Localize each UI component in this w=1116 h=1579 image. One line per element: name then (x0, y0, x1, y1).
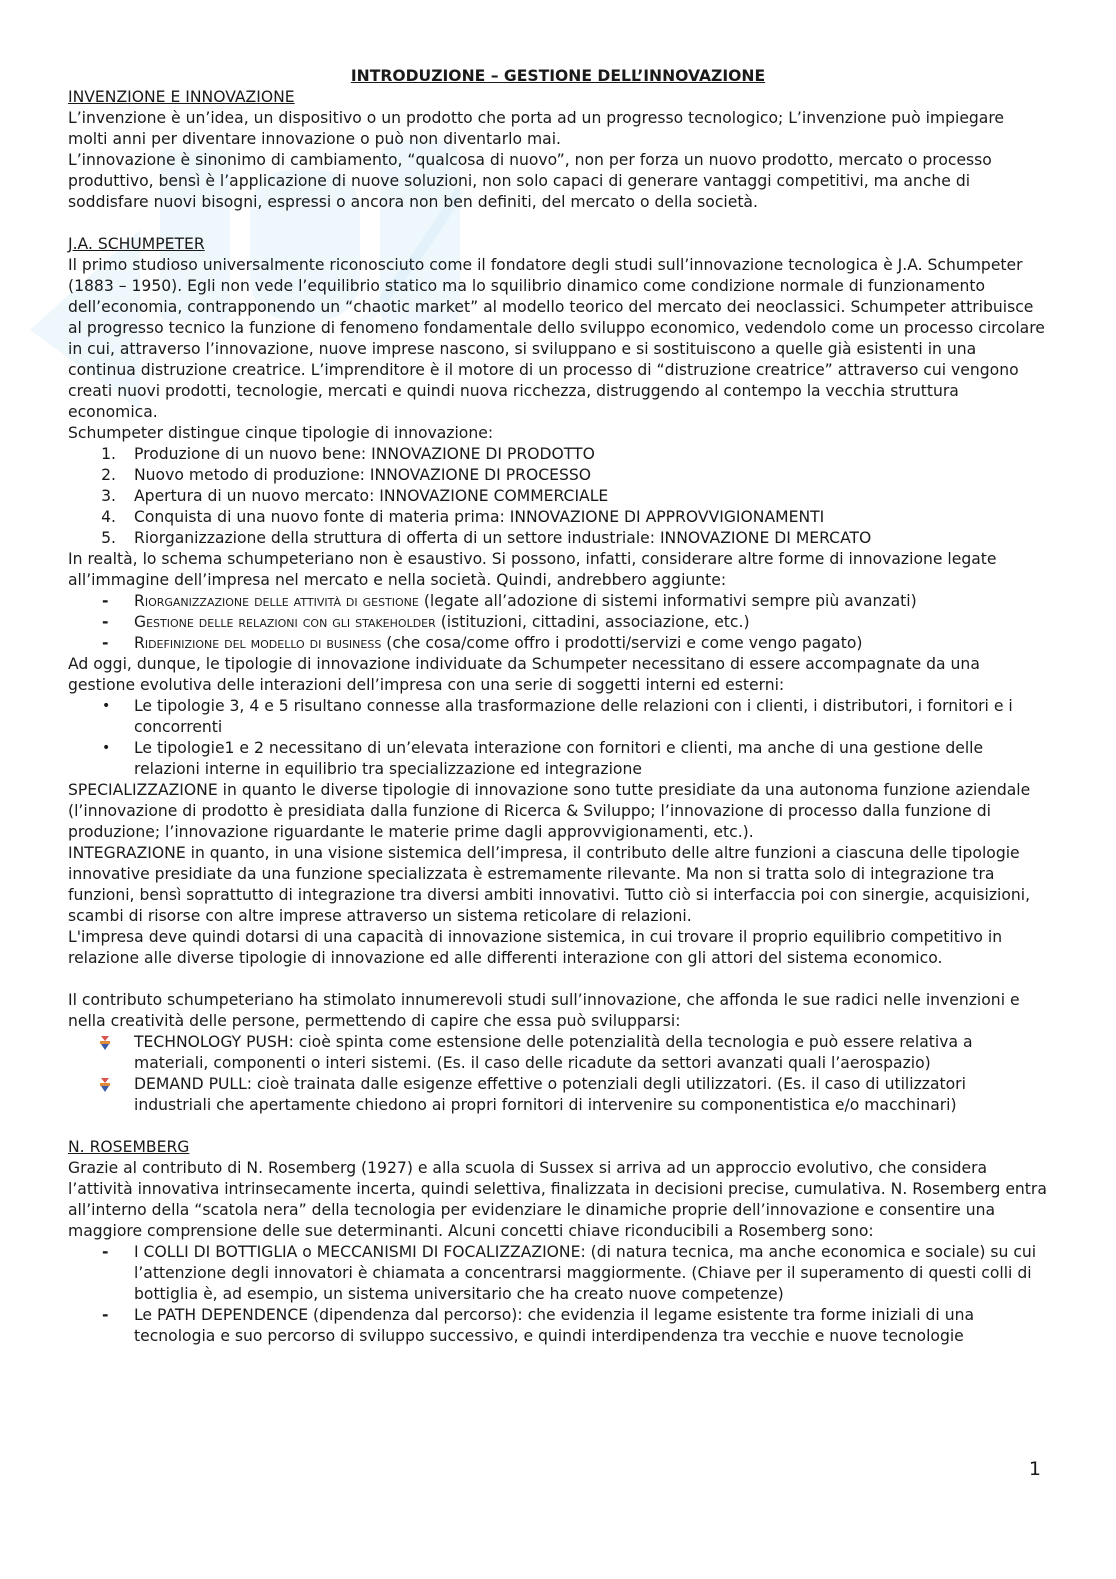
list-item (68, 1032, 1048, 1074)
list-item-text: Le PATH DEPENDENCE (dipendenza dal percorso): che evidenzia il legame esistente tra forme iniziali di una tecnologia e suo percorso di sviluppo successivo, e quindi interdipendenza tra vecchie e nuove tecnologie (134, 1306, 975, 1345)
list-number: 3. (101, 487, 116, 505)
list-item (68, 1305, 1048, 1347)
paragraph-schumpeter-contribution: Il contributo schumpeteriano ha stimolato innumerevoli studi sull’innovazione, che affonda le sue radici nelle invenzioni e nella creatività delle persone, permettendo di capire che essa può svilupparsi: (68, 991, 1020, 1030)
list-number: 1. (101, 445, 116, 463)
heading-rosemberg: N. ROSEMBERG (68, 1138, 190, 1156)
push-pull-list (68, 1032, 1048, 1116)
list-item (68, 1074, 1048, 1116)
list-item-text: (legate all’adozione di sistemi informativi sempre più avanzati) (418, 592, 917, 610)
rosemberg-concepts-list (68, 1242, 1048, 1347)
list-item (68, 591, 1048, 612)
paragraph-schumpeter-types: Schumpeter distingue cinque tipologie di innovazione: (68, 424, 494, 442)
paragraph-specializzazione: SPECIALIZZAZIONE in quanto le diverse tipologie di innovazione sono tutte presidiate da una autonoma funzione aziendale (l’innovazione di prodotto è presidiata dalla funzione di Ricerca & Sviluppo; l’innovazione di processo dalla funzione di produzione; l’innovazione riguardante le materie prime dagli approvvigionamenti, etc.). (68, 781, 1031, 841)
spacer (68, 213, 1048, 234)
page-number: 1 (1028, 1458, 1041, 1480)
list-item (68, 738, 1048, 780)
list-item (68, 465, 1048, 486)
list-item-text: Riorganizzazione della struttura di offerta di un settore industriale: INNOVAZIONE DI MERCATO (134, 529, 872, 547)
dash-marker: - (102, 592, 109, 610)
list-item (68, 696, 1048, 738)
list-number: 5. (101, 529, 116, 547)
list-item-text: I COLLI DI BOTTIGLIA o MECCANISMI DI FOCALIZZAZIONE: (di natura tecnica, ma anche economica e sociale) su cui l’attenzione degli innovatori è chiamata a concentrarsi maggiormente. (Chiave per il superamento di questi colli di bottiglia è, ad esempio, un sistema universitario che ha creato nuove competenze) (134, 1243, 1037, 1303)
innovation-types-list (68, 444, 1048, 549)
list-item (68, 444, 1048, 465)
dash-marker: - (102, 1243, 109, 1261)
list-item (68, 612, 1048, 633)
bullet-marker: • (102, 698, 111, 714)
list-item-text: DEMAND PULL: cioè trainata dalle esigenze effettive o potenziali degli utilizzatori. (Es. il caso di utilizzatori industriali che apertamente chiedono ai propri fornitori di intervenire su componentistica e/o macchinari) (134, 1075, 966, 1114)
paragraph-rosemberg: Grazie al contributo di N. Rosemberg (1927) e alla scuola di Sussex si arriva ad un approccio evolutivo, che considera l’attività innovativa intrinsecamente incerta, quindi selettiva, finalizzata in decisioni precise, cumulativa. N. Rosemberg entra all’interno della “scatola nera” della tecnologia per evidenziare le dinamiche proprie dell’innovazione e consentire una maggiore comprensione delle sue determinanti. Alcuni concetti chiave riconducibili a Rosemberg sono: (68, 1159, 1047, 1240)
list-item-text: (che cosa/come offro i prodotti/servizi e come vengo pagato) (381, 634, 863, 652)
list-item (68, 528, 1048, 549)
arrow-bullet-icon (98, 1077, 114, 1098)
bullet-marker: • (102, 740, 111, 756)
paragraph-sistemica: L'impresa deve quindi dotarsi di una capacità di innovazione sistemica, in cui trovare il proprio equilibrio competitivo in relazione alle diverse tipologie di innovazione ed alle differenti interazione con gli attori del sistema economico. (68, 928, 1003, 967)
heading-schumpeter: J.A. SCHUMPETER (68, 235, 205, 253)
list-item-text: TECHNOLOGY PUSH: cioè spinta come estensione delle potenzialità della tecnologia e può essere relativa a materiali, componenti o interi sistemi. (Es. il caso delle ricadute da settori avanzati quali l’aerospazio) (134, 1033, 973, 1072)
dash-marker: - (102, 634, 109, 652)
paragraph-integrazione: INTEGRAZIONE in quanto, in una visione sistemica dell’impresa, il contributo delle altre funzioni a ciascuna delle tipologie innovative presidiate da una funzione specializzata è estremamente rilevante. Ma non si tratta solo di integrazione tra funzioni, bensì soprattutto di integrazione tra diversi ambiti innovativi. Tutto ciò si interfaccia poi con sinergie, acquisizioni, scambi di risorse con altre imprese attraverso un sistema reticolare di relazioni. (68, 844, 1031, 925)
dash-marker: - (102, 1306, 109, 1324)
list-item-label: Gestione delle relazioni con gli stakeholder (134, 613, 436, 631)
dash-marker: - (102, 613, 109, 631)
list-item-text: Le tipologie1 e 2 necessitano di un’elevata interazione con fornitori e clienti, ma anche di una gestione delle relazioni interne in equilibrio tra specializzazione ed integrazione (134, 739, 984, 778)
heading-invenzione: INVENZIONE E INNOVAZIONE (68, 88, 295, 106)
document-page (68, 66, 1048, 1347)
list-item (68, 633, 1048, 654)
spacer (68, 1116, 1048, 1137)
list-number: 2. (101, 466, 116, 484)
paragraph-evolutive-management: Ad oggi, dunque, le tipologie di innovazione individuate da Schumpeter necessitano di essere accompagnate da una gestione evolutiva delle interazioni dell’impresa con una serie di soggetti interni ed esterni: (68, 655, 980, 694)
list-item-text: Produzione di un nuovo bene: INNOVAZIONE DI PRODOTTO (134, 445, 595, 463)
list-item-text: Conquista di una nuovo fonte di materia prima: INNOVAZIONE DI APPROVVIGIONAMENTI (134, 508, 825, 526)
list-item-label: Riorganizzazione delle attività di gestione (134, 592, 419, 610)
list-item (68, 486, 1048, 507)
paragraph-schumpeter-intro: Il primo studioso universalmente riconosciuto come il fondatore degli studi sull’innovazione tecnologica è J.A. Schumpeter (1883 – 1950). Egli non vede l’equilibrio statico ma lo squilibrio dinamico come condizione normale di funzionamento dell’economia, contrapponendo un “chaotic market” al modello teorico del mercato dei neoclassici. Schumpeter attribuisce al progresso tecnico la funzione di fenomeno fondamentale dello sviluppo economico, vedendolo come un processo circolare in cui, attraverso l’innovazione, nuove imprese nascono, si sviluppano e si sostituiscono a quelle già esistenti in una continua distruzione creatrice. L’imprenditore è il motore di un processo di “distruzione creatrice” attraverso cui vengono creati nuovi prodotti, tecnologie, mercati e quindi nuova ricchezza, distruggendo al contempo la vecchia struttura economica. (68, 256, 1045, 421)
paragraph-schumpeter-limits: In realtà, lo schema schumpeteriano non è esaustivo. Si possono, infatti, considerare altre forme di innovazione legate all’immagine dell’impresa nel mercato e nella società. Quindi, andrebbero aggiunte: (68, 550, 997, 589)
list-item (68, 507, 1048, 528)
list-item-text: Nuovo metodo di produzione: INNOVAZIONE DI PROCESSO (134, 466, 592, 484)
list-item (68, 1242, 1048, 1305)
list-item-text: Apertura di un nuovo mercato: INNOVAZIONE COMMERCIALE (134, 487, 609, 505)
list-item-label: Ridefinizione del modello di business (134, 634, 382, 652)
paragraph-innovazione: L’innovazione è sinonimo di cambiamento, “qualcosa di nuovo”, non per forza un nuovo prodotto, mercato o processo produttivo, bensì è l’applicazione di nuove soluzioni, non solo capaci di generare vantaggi competitivi, ma anche di soddisfare nuovi bisogni, espressi o ancora non ben definiti, del mercato o della società. (68, 151, 992, 211)
additional-forms-list (68, 591, 1048, 654)
list-item-text: Le tipologie 3, 4 e 5 risultano connesse alla trasformazione delle relazioni con i clienti, i distributori, i fornitori e i concorrenti (134, 697, 1013, 736)
list-item-text: (istituzioni, cittadini, associazione, etc.) (435, 613, 750, 631)
paragraph-invenzione: L’invenzione è un’idea, un dispositivo o un prodotto che porta ad un progresso tecnologico; L’invenzione può impiegare molti anni per diventare innovazione o può non diventarlo mai. (68, 109, 1005, 148)
spacer (68, 969, 1048, 990)
arrow-bullet-icon (98, 1035, 114, 1056)
page-title: INTRODUZIONE – GESTIONE DELL’INNOVAZIONE (350, 67, 766, 85)
typologies-bullet-list (68, 696, 1048, 780)
list-number: 4. (101, 508, 116, 526)
